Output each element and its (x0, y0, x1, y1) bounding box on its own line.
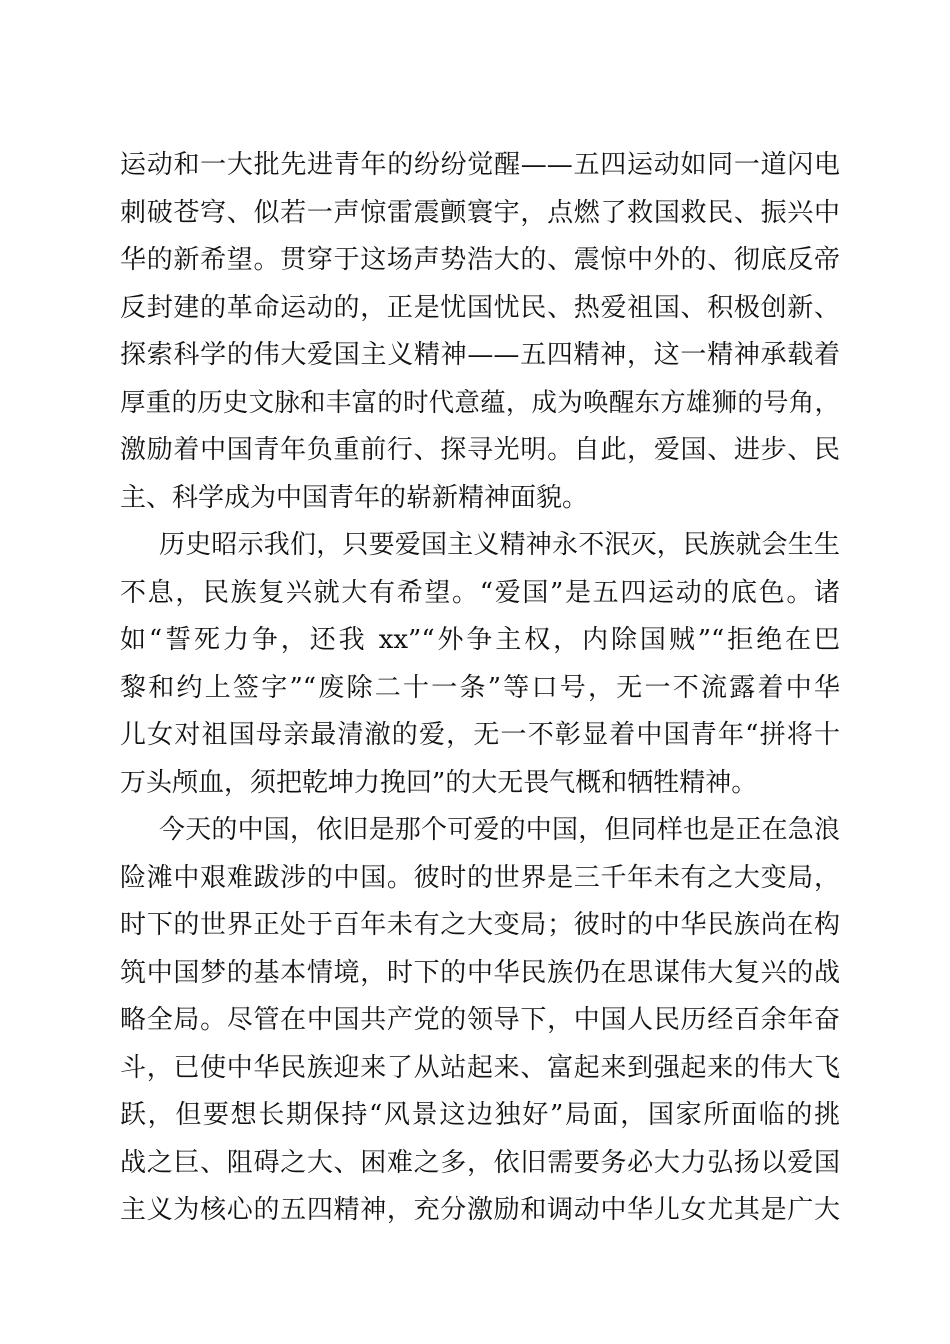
text-line: 险滩中艰难跋涉的中国。彼时的世界是三千年未有之大变局， (120, 862, 840, 893)
text-line: 跃，但要想长期保持“风景这边独好”局面，国家所面临的挑 (120, 1100, 840, 1130)
text-line: 刺破苍穹、似若一声惊雷震颤寰宇，点燃了救国救民、振兴中 (120, 197, 840, 228)
text-line: 主、科学成为中国青年的崭新精神面貌。 (120, 482, 589, 513)
text-line: 如“誓死力争，还我 xx”“外争主权，内除国贼”“拒绝在巴 (120, 625, 840, 655)
text-line: 不息，民族复兴就大有希望。“爱国”是五四运动的底色。诸 (120, 577, 840, 608)
text-line: 斗，已使中华民族迎来了从站起来、富起来到强起来的伟大飞 (120, 1052, 840, 1083)
text-line: 略全局。尽管在中国共产党的领导下，中国人民历经百余年奋 (120, 1005, 840, 1035)
text-line: 时下的世界正处于百年未有之大变局；彼时的中华民族尚在构 (120, 910, 840, 940)
text-line: 儿女对祖国母亲最清澈的爱，无一不彰显着中国青年“拼将十 (120, 720, 840, 750)
text-line: 黎和约上签字”“废除二十一条”等口号，无一不流露着中华 (120, 672, 840, 703)
text-line: 今天的中国，依旧是那个可爱的中国，但同样也是正在急浪 (159, 815, 840, 845)
text-line: 激励着中国青年负重前行、探寻光明。自此，爱国、进步、民 (120, 435, 840, 465)
text-line: 探索科学的伟大爱国主义精神——五四精神，这一精神承载着 (120, 340, 840, 370)
text-line: 万头颅血，须把乾坤力挽回”的大无畏气概和牺牲精神。 (120, 767, 758, 798)
text-line: 厚重的历史文脉和丰富的时代意蕴，成为唤醒东方雄狮的号角， (120, 387, 840, 418)
text-line: 华的新希望。贯穿于这场声势浩大的、震惊中外的、彻底反帝 (120, 245, 840, 275)
text-line: 运动和一大批先进青年的纷纷觉醒——五四运动如同一道闪电 (120, 150, 840, 180)
text-line: 历史昭示我们，只要爱国主义精神永不泯灭，民族就会生生 (159, 530, 840, 560)
text-line: 筑中国梦的基本情境，时下的中华民族仍在思谋伟大复兴的战 (120, 957, 840, 988)
text-line: 主义为核心的五四精神，充分激励和调动中华儿女尤其是广大 (120, 1195, 840, 1225)
text-line: 战之巨、阻碍之大、困难之多，依旧需要务必大力弘扬以爱国 (120, 1147, 840, 1178)
body-text (120, 142, 840, 1235)
text-line: 反封建的革命运动的，正是忧国忧民、热爱祖国、积极创新、 (120, 292, 840, 323)
